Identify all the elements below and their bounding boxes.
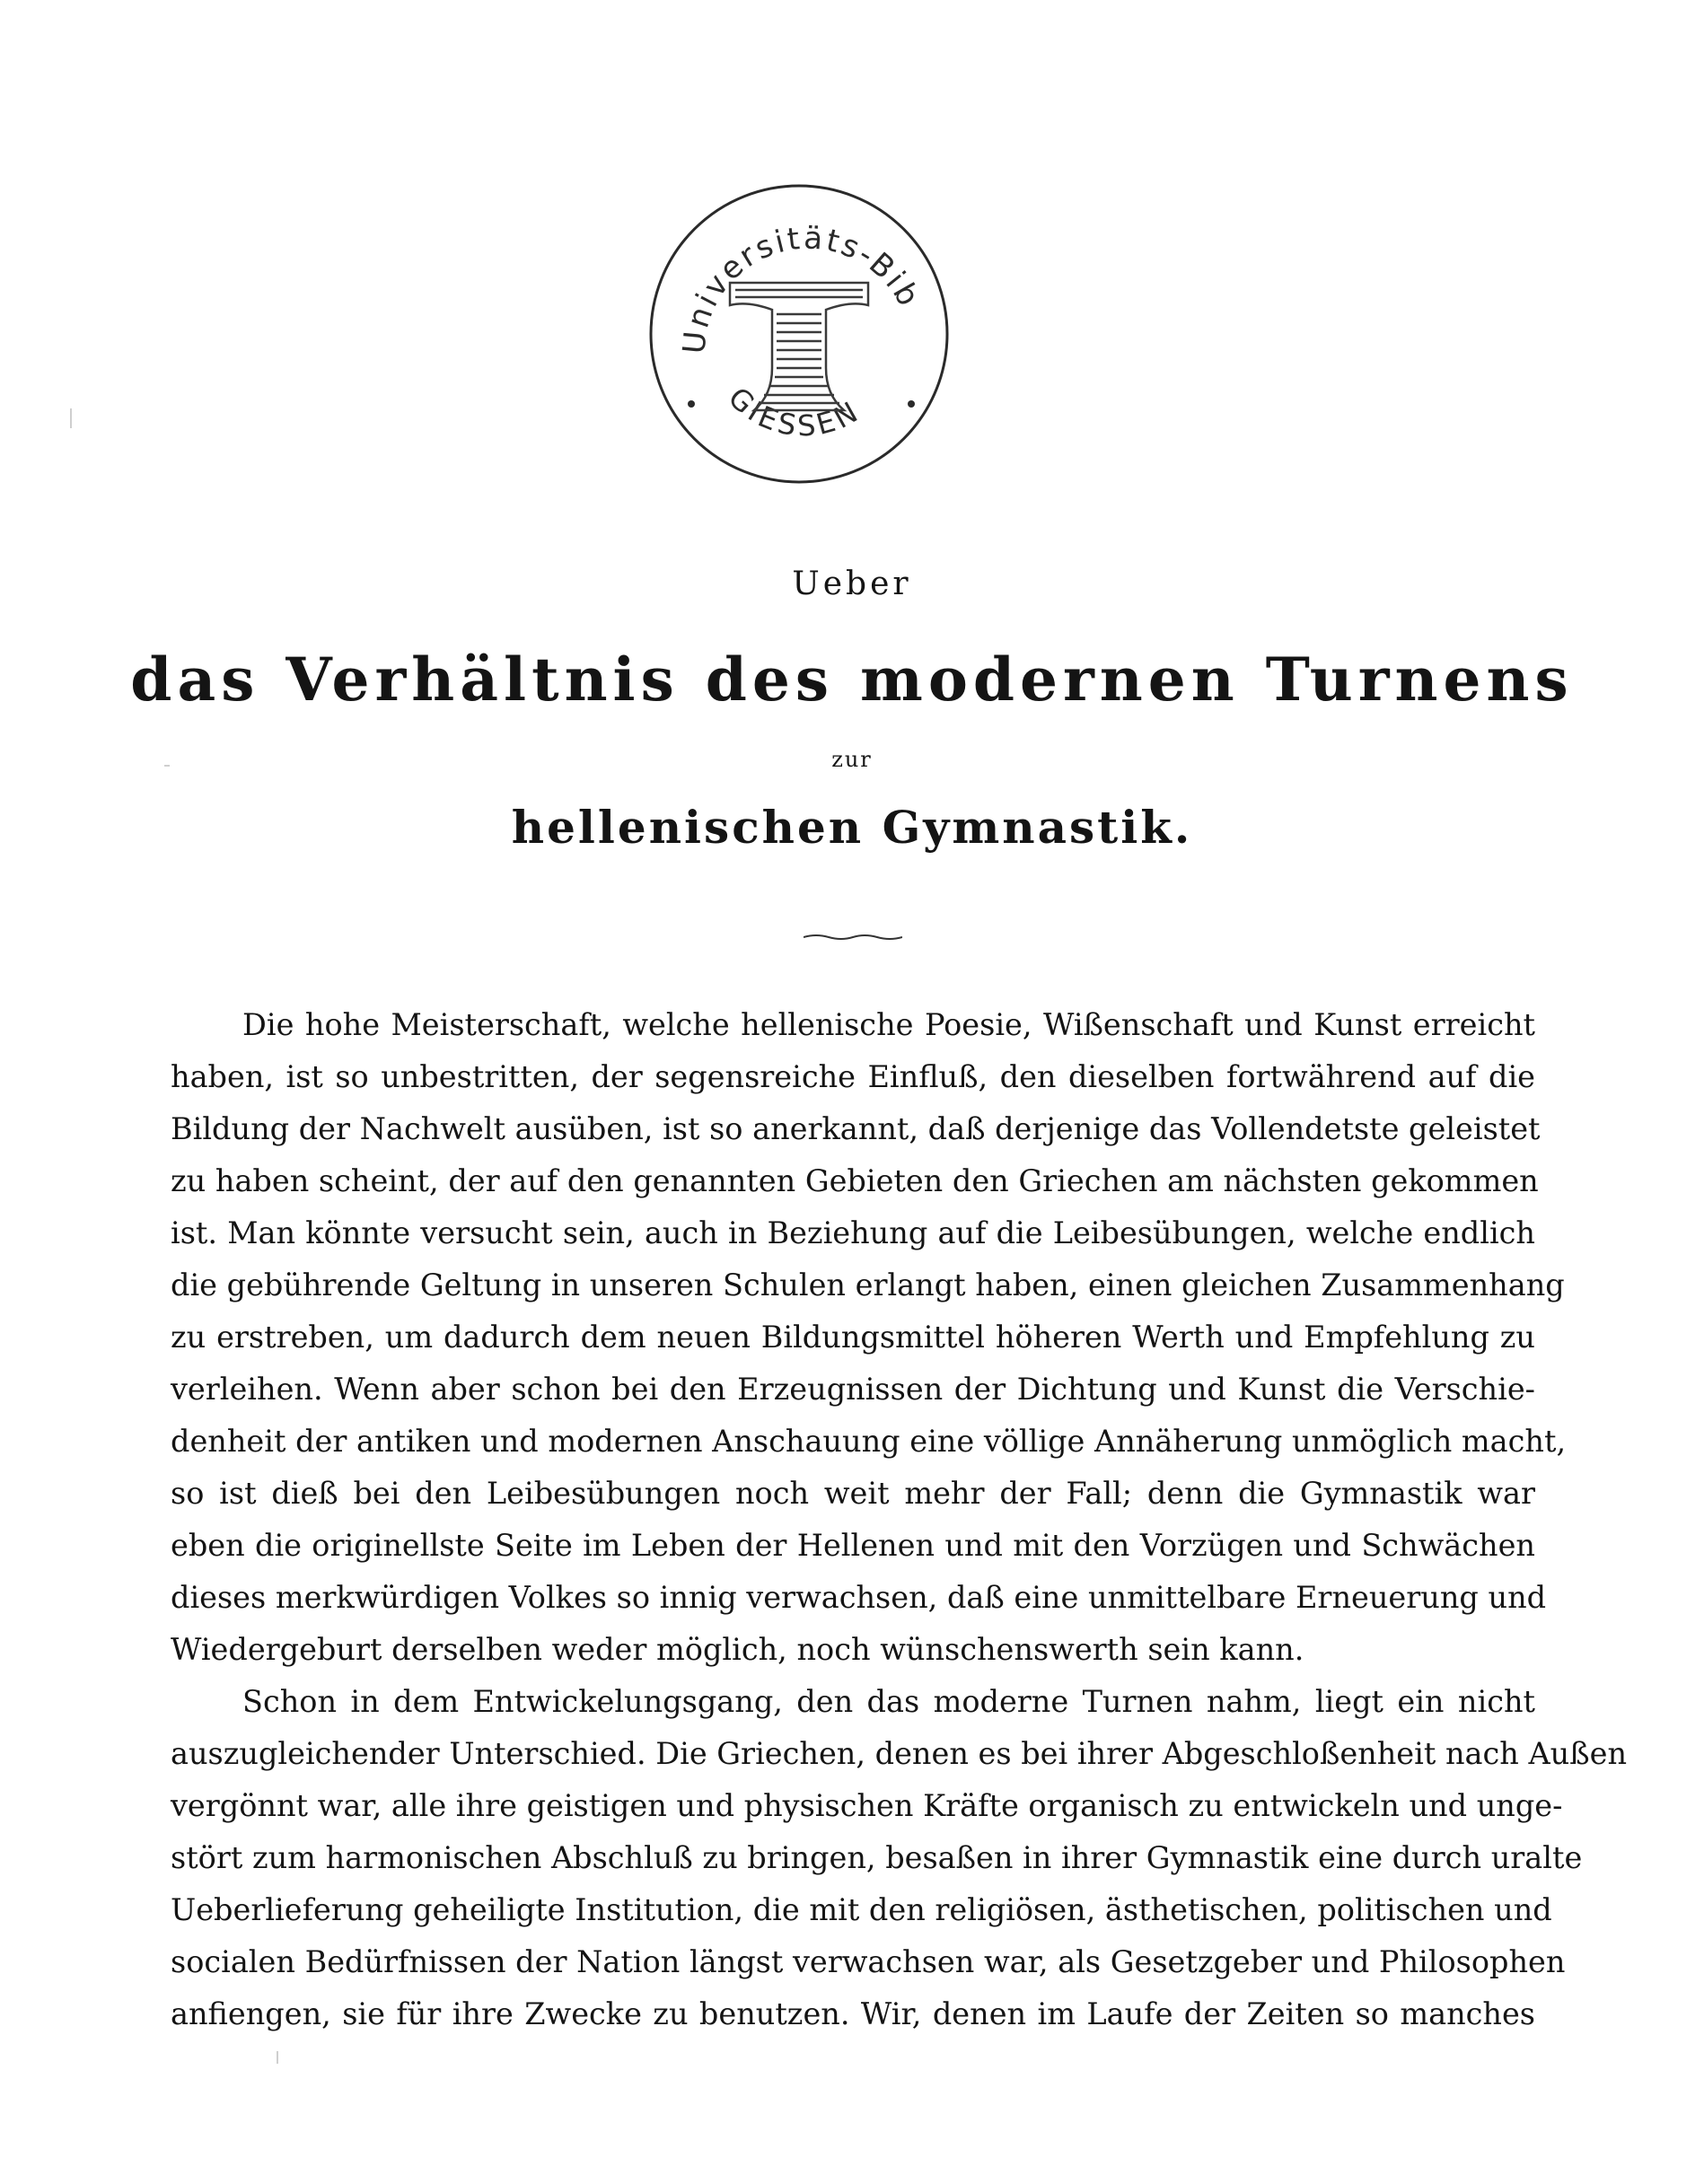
text-line: ist. Man könnte versucht sein, auch in Beziehung auf die Leibesübungen, welche endlich <box>171 1215 1535 1250</box>
stamp-bottom-text: GIESSEN <box>721 380 866 443</box>
text-line: Bildung der Nachwelt ausüben, ist so anerkannt, daß derjenige das Vollendetste geleistet <box>171 1111 1541 1146</box>
svg-text:GIESSEN <box>722 381 866 443</box>
stamp-top-text: Universitäts-Bib <box>676 220 927 355</box>
text-line: so ist dieß bei den Leibesübungen noch weit mehr der Fall; denn die Gymnastik war <box>171 1476 1535 1511</box>
text-line: die gebührende Geltung in unseren Schulen erlangt haben, einen gleichen Zusammenhang <box>171 1267 1565 1303</box>
text-line: Ueberlieferung geheiligte Institution, die mit den religiösen, ästhetischen, politischen und <box>171 1892 1552 1927</box>
title-preposition: Ueber <box>792 566 912 602</box>
text-line: dieses merkwürdigen Volkes so innig verwachsen, daß eine unmittelbare Erneuerung und <box>171 1580 1547 1615</box>
text-line: verleihen. Wenn aber schon bei den Erzeugnissen der Dichtung und Kunst die Verschie- <box>171 1372 1535 1407</box>
title-connector: zur <box>831 747 873 772</box>
text-line: socialen Bedürfnissen der Nation längst verwachsen war, als Gesetzgeber und Philosophen <box>171 1944 1566 1979</box>
title-subtitle: hellenischen Gymnastik. <box>511 801 1193 854</box>
text-line: Wiedergeburt derselben weder möglich, noch wünschenswerth sein kann. <box>171 1632 1304 1667</box>
text-line: haben, ist so unbestritten, der segensreiche Einfluß, den dieselben fortwährend auf die <box>171 1059 1535 1094</box>
text-line: denheit der antiken und modernen Anschauung eine völlige Annäherung unmöglich macht, <box>171 1424 1567 1459</box>
scan-speck <box>277 2051 278 2064</box>
text-line: anfiengen, sie für ihre Zwecke zu benutzen. Wir, denen im Laufe der Zeiten so manches <box>171 1996 1535 2031</box>
text-line: Die hohe Meisterschaft, welche hellenische Poesie, Wißenschaft und Kunst erreicht <box>242 1007 1535 1042</box>
library-stamp <box>642 175 956 494</box>
text-line: vergönnt war, alle ihre geistigen und physischen Kräfte organisch zu entwickeln und unge- <box>171 1788 1563 1823</box>
text-line: eben die originellste Seite im Leben der Hellenen und mit den Vorzügen und Schwächen <box>171 1528 1535 1563</box>
text-line: stört zum harmonischen Abschluß zu bringen, besaßen in ihrer Gymnastik eine durch uralte <box>171 1840 1583 1875</box>
text-line: zu erstreben, um dadurch dem neuen Bildungsmittel höheren Werth und Empfehlung zu <box>171 1320 1535 1355</box>
scan-speck <box>164 765 170 767</box>
text-line: auszugleichender Unterschied. Die Griechen, denen es bei ihrer Abgeschloßenheit nach Außen <box>171 1736 1628 1771</box>
title-main: das Verhältnis des modernen Turnens <box>130 645 1574 715</box>
svg-text:Universitäts-Bibliothek <box>642 175 927 355</box>
text-line: Schon in dem Entwickelungsgang, den das moderne Turnen nahm, liegt ein nicht <box>242 1684 1535 1719</box>
text-line: zu haben scheint, der auf den genannten Gebieten den Griechen am nächsten gekommen <box>171 1163 1539 1198</box>
stamp-seal-graphic <box>642 175 956 494</box>
scan-speck <box>70 408 72 428</box>
title-divider-rule <box>804 927 902 934</box>
